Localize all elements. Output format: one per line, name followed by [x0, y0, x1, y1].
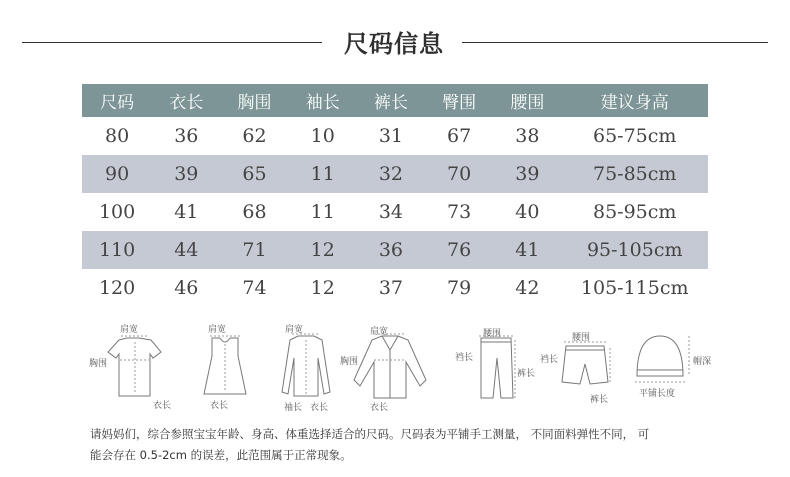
table-cell: 74	[242, 277, 267, 299]
table-cell: 37	[378, 277, 404, 299]
table-cell: 65-75cm	[593, 125, 677, 147]
table-cell: 90	[82, 155, 152, 193]
table-cell: 80	[105, 125, 130, 147]
title-divider-left	[22, 42, 322, 43]
table-cell: 36	[357, 231, 425, 269]
table-cell: 46	[174, 277, 199, 299]
table-cell: 32	[357, 155, 425, 193]
chest-label: 胸围	[89, 359, 108, 369]
table-cell: 31	[378, 125, 404, 147]
title-divider-right	[462, 42, 768, 43]
page-title: 尺码信息	[344, 30, 444, 58]
table-cell: 62	[242, 125, 267, 147]
table-cell: 41	[493, 231, 561, 269]
table-row	[82, 155, 708, 193]
table-header-row	[82, 84, 708, 117]
shoulder-label: 肩宽	[120, 325, 139, 335]
table-cell: 38	[515, 125, 540, 147]
table-cell: 11	[289, 155, 357, 193]
table-cell: 95-105cm	[561, 231, 708, 269]
waist-label: 腰围	[483, 329, 502, 339]
table-cell: 10	[310, 125, 335, 147]
rise-label: 裆长	[540, 355, 559, 365]
pants-length-label: 裤长	[517, 369, 536, 379]
header-hip: 臀围	[425, 84, 493, 117]
table-cell: 110	[82, 231, 152, 269]
table-cell: 12	[310, 277, 335, 299]
table-row	[82, 231, 708, 269]
header-length: 衣长	[152, 84, 220, 117]
table-row	[82, 193, 708, 231]
header-waist: 腰围	[493, 84, 561, 117]
title-bar	[22, 22, 768, 62]
table-cell: 44	[152, 231, 220, 269]
hat-measure-diagram	[625, 318, 725, 418]
size-note-line-2: 能会存在 0.5-2cm 的误差，此范围属于正常现象。	[90, 448, 352, 462]
longsleeve-measure-diagram	[270, 318, 350, 418]
jacket-measure-diagram	[340, 318, 440, 418]
jacket-icon	[340, 318, 440, 418]
waist-label: 腰围	[572, 333, 591, 343]
rise-label: 裆长	[455, 353, 474, 363]
table-cell: 41	[174, 201, 199, 223]
table-cell: 39	[493, 155, 561, 193]
table-cell: 79	[447, 277, 472, 299]
table-cell: 40	[515, 201, 540, 223]
table-cell: 75-85cm	[561, 155, 708, 193]
pants-measure-diagram	[455, 318, 535, 418]
hat-width-label: 平铺长度	[639, 389, 676, 399]
table-cell: 36	[174, 125, 199, 147]
length-label: 衣长	[210, 401, 229, 411]
header-size: 尺码	[82, 84, 152, 117]
table-cell: 71	[220, 231, 288, 269]
header-chest: 胸围	[220, 84, 288, 117]
pants-length-label: 裤长	[590, 395, 609, 405]
hat-icon	[625, 318, 725, 418]
hat-depth-label: 帽深	[693, 357, 712, 367]
table-cell: 68	[242, 201, 267, 223]
table-cell: 11	[310, 201, 335, 223]
table-cell: 105-115cm	[580, 277, 689, 299]
header-sleeve: 袖长	[289, 84, 357, 117]
chest-label: 胸围	[340, 357, 359, 367]
table-cell: 120	[98, 277, 136, 299]
header-pants-length: 裤长	[357, 84, 425, 117]
shoulder-label: 肩宽	[208, 325, 227, 335]
table-cell: 65	[220, 155, 288, 193]
header-height: 建议身高	[561, 84, 708, 117]
table-cell: 12	[289, 231, 357, 269]
table-cell: 100	[98, 201, 136, 223]
table-cell: 73	[447, 201, 472, 223]
table-cell: 42	[515, 277, 540, 299]
table-cell: 39	[152, 155, 220, 193]
shoulder-label: 肩宽	[285, 325, 304, 335]
size-note-line-1: 请妈妈们，综合参照宝宝年龄、身高、体重选择适合的尺码。尺码表为平铺手工测量， 不同面料弹性不同， 可	[90, 427, 650, 441]
tshirt-measure-diagram	[89, 318, 175, 418]
table-cell: 70	[425, 155, 493, 193]
size-table	[82, 84, 708, 307]
size-note	[90, 424, 730, 466]
length-label: 衣长	[310, 403, 329, 413]
length-label: 衣长	[370, 403, 389, 413]
sleeve-label: 袖长	[284, 403, 303, 413]
table-row	[82, 269, 708, 307]
table-cell: 67	[447, 125, 472, 147]
length-label: 衣长	[153, 401, 172, 411]
shoulder-label: 肩宽	[370, 327, 389, 337]
table-row	[82, 117, 708, 155]
table-cell: 76	[425, 231, 493, 269]
dress-measure-diagram	[190, 318, 260, 418]
shorts-measure-diagram	[540, 318, 630, 418]
table-cell: 85-95cm	[593, 201, 677, 223]
table-cell: 34	[378, 201, 404, 223]
